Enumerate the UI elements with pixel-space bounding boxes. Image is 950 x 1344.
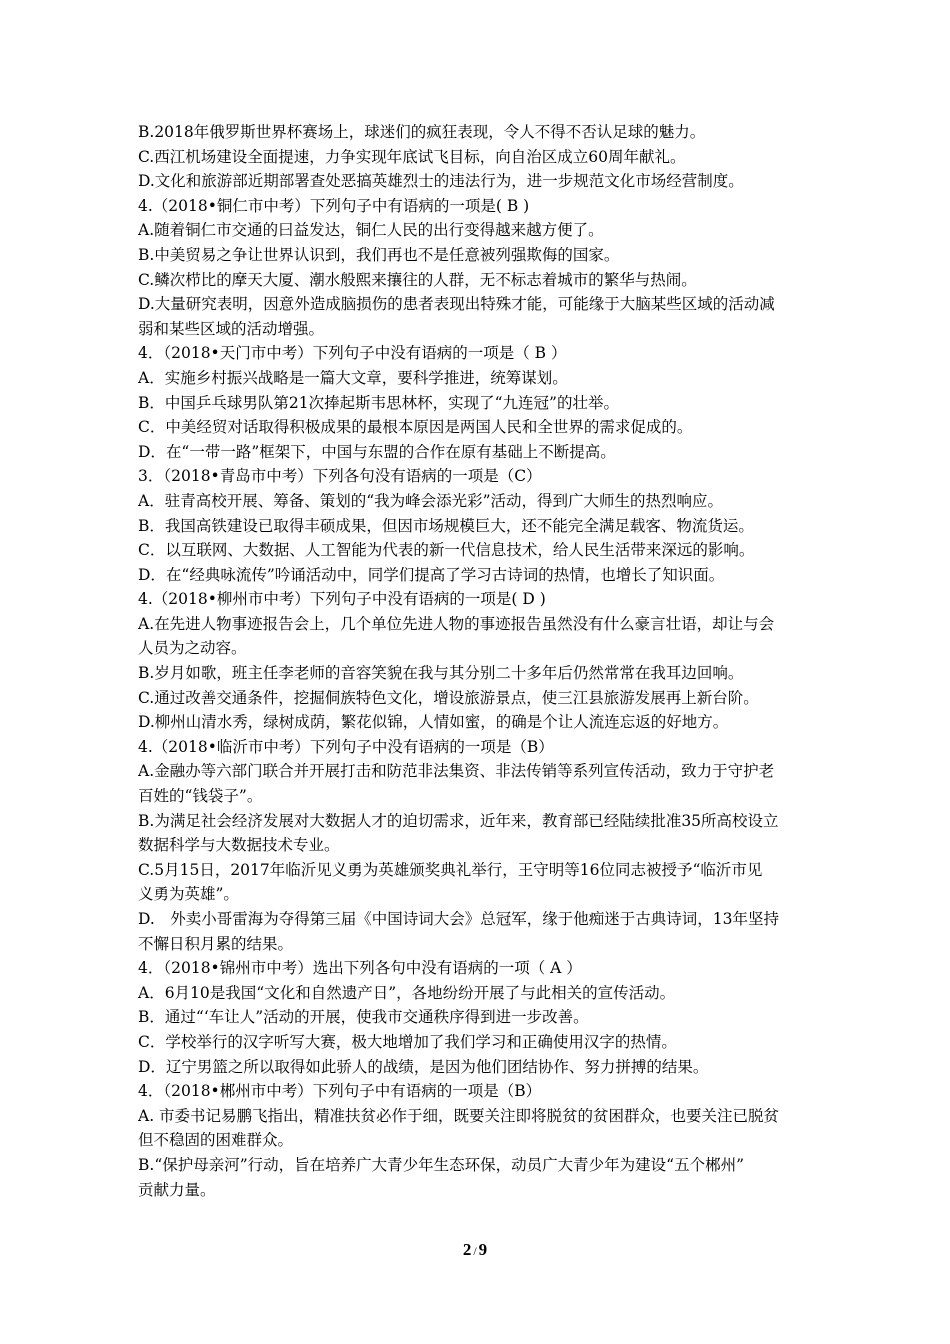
- text-line: A．6月10是我国“文化和自然遗产日”，各地纷纷开展了与此相关的宣传活动。: [138, 983, 676, 1002]
- text-line: D.大量研究表明，因意外造成脑损伤的患者表现出特殊才能，可能缘于大脑某些区域的活动减: [138, 295, 775, 314]
- text-line: B．中国乒乓球男队第21次捧起斯韦思林杯，实现了“九连冠”的壮举。: [138, 393, 619, 412]
- text-line: 弱和某些区域的活动增强。: [138, 319, 325, 338]
- text-line: 贡献力量。: [138, 1180, 216, 1199]
- text-line: D. 外卖小哥雷海为夺得第三届《中国诗词大会》总冠军，缘于他痴迷于古典诗词，13年坚持: [138, 910, 780, 928]
- text-line: 4.（2018•临沂市中考）下列句子中没有语病的一项是（B）: [138, 737, 554, 756]
- text-line: B.“保护母亲河”行动，旨在培养广大青少年生态环保，动员广大青少年为建设“五个郴州”: [138, 1155, 745, 1174]
- text-line: D．辽宁男篮之所以取得如此骄人的战绩，是因为他们团结协作、努力拼搏的结果。: [138, 1057, 709, 1076]
- current-page-number: 2: [462, 1240, 472, 1259]
- text-line: 人员为之动容。: [138, 639, 247, 658]
- text-line: D.柳州山清水秀，绿树成荫，繁花似锦，人情如蜜，的确是个让人流连忘返的好地方。: [138, 713, 729, 732]
- document-body: [138, 120, 818, 1202]
- text-line: B．我国高铁建设已取得丰硕成果，但因市场规模巨大，还不能完全满足载客、物流货运。: [138, 516, 754, 535]
- text-line: D．在“一带一路”框架下，中国与东盟的合作在原有基础上不断提高。: [138, 442, 616, 461]
- text-line: 百姓的“钱袋子”。: [138, 787, 263, 806]
- text-line: C.西江机场建设全面提速，力争实现年底试飞目标，向自治区成立60周年献礼。: [138, 147, 686, 166]
- total-page-count: 9: [478, 1240, 488, 1259]
- text-line: 不懈日积月累的结果。: [138, 934, 294, 953]
- text-line: C.5月15日，2017年临沂见义勇为英雄颁奖典礼举行，王守明等16位同志被授予“临沂市见: [138, 860, 763, 879]
- text-line: A.随着铜仁市交通的曰益发达，铜仁人民的出行变得越来越方便了。: [138, 221, 604, 240]
- text-line: C.鳞次栉比的摩天大厦、潮水般熙来攘往的人群，无不标志着城市的繁华与热闹。: [138, 270, 697, 289]
- text-line: B.岁月如歌，班主任李老师的音容笑貌在我与其分别二十多年后仍然常常在我耳边回响。: [138, 664, 744, 683]
- text-line: A．实施乡村振兴战略是一篇大文章，要科学推进，统筹谋划。: [138, 368, 568, 387]
- text-line: B.2018年俄罗斯世界杯赛场上，球迷们的疯狂表现，令人不得不否认足球的魅力。: [138, 123, 706, 141]
- text-line: C．学校举行的汉字听写大赛，极大地增加了我们学习和正确使用汉字的热情。: [138, 1032, 677, 1051]
- page-number: [0, 1240, 950, 1260]
- text-line: D.文化和旅游部近期部署查处恶搞英雄烈士的违法行为，进一步规范文化市场经营制度。: [138, 172, 744, 191]
- text-line: 3．（2018•青岛市中考）下列各句没有语病的一项是（C）: [138, 467, 542, 486]
- text-line: B.中美贸易之争让世界认识到，我们再也不是任意被列强欺侮的国家。: [138, 245, 620, 264]
- text-line: 4.（2018•柳州市中考）下列句子中没有语病的一项是( D ): [138, 590, 546, 609]
- text-line: A. 市委书记易鹏飞指出，精准扶贫必作于细，既要关注即将脱贫的贫困群众，也要关注已脱贫: [138, 1106, 780, 1125]
- text-line: B．通过“‘车让人”活动的开展，使我市交通秩序得到进一步改善。: [138, 1008, 589, 1027]
- text-line: A．驻青高校开展、筹备、策划的“我为峰会添光彩”活动，得到广大师生的热烈响应。: [138, 491, 724, 510]
- text-line: D．在“经典咏流传”吟诵活动中，同学们提高了学习古诗词的热情，也增长了知识面。: [138, 565, 725, 584]
- text-line: C.通过改善交通条件，挖掘侗族特色文化，增设旅游景点，使三江县旅游发展再上新台阶。: [138, 688, 759, 707]
- text-line: 4．（2018•郴州市中考）下列句子中有语病的一项是（B）: [138, 1082, 542, 1101]
- text-line: 义勇为英雄”。: [138, 885, 239, 904]
- text-line: C．以互联网、大数据、人工智能为代表的新一代信息技术，给人民生活带来深远的影响。: [138, 541, 755, 560]
- text-line: A.在先进人物事迹报告会上，几个单位先进人物的事迹报告虽然没有什么豪言壮语，却让与会: [138, 614, 775, 633]
- text-line: A.金融办等六部门联合并开展打击和防范非法集资、非法传销等系列宣传活动，致力于守护老: [138, 762, 775, 781]
- text-line: 4.（2018•铜仁市中考）下列句子中有语病的一项是( B ): [138, 196, 530, 215]
- text-line: 但不稳固的困难群众。: [138, 1131, 294, 1150]
- page-separator: /: [473, 1244, 477, 1258]
- text-line: C．中美经贸对话取得积极成果的最根本原因是两国人民和全世界的需求促成的。: [138, 418, 693, 437]
- text-line: 数据科学与大数据技术专业。: [138, 836, 340, 855]
- text-line: 4．（2018•天门市中考）下列句子中没有语病的一项是（ B ）: [138, 344, 567, 363]
- text-line: B.为满足社会经济发展对大数据人才的迫切需求，近年来，教育部已经陆续批准35所高校设立: [138, 811, 779, 830]
- text-line: 4．（2018•锦州市中考）选出下列各句中没有语病的一项（ A ）: [138, 959, 582, 978]
